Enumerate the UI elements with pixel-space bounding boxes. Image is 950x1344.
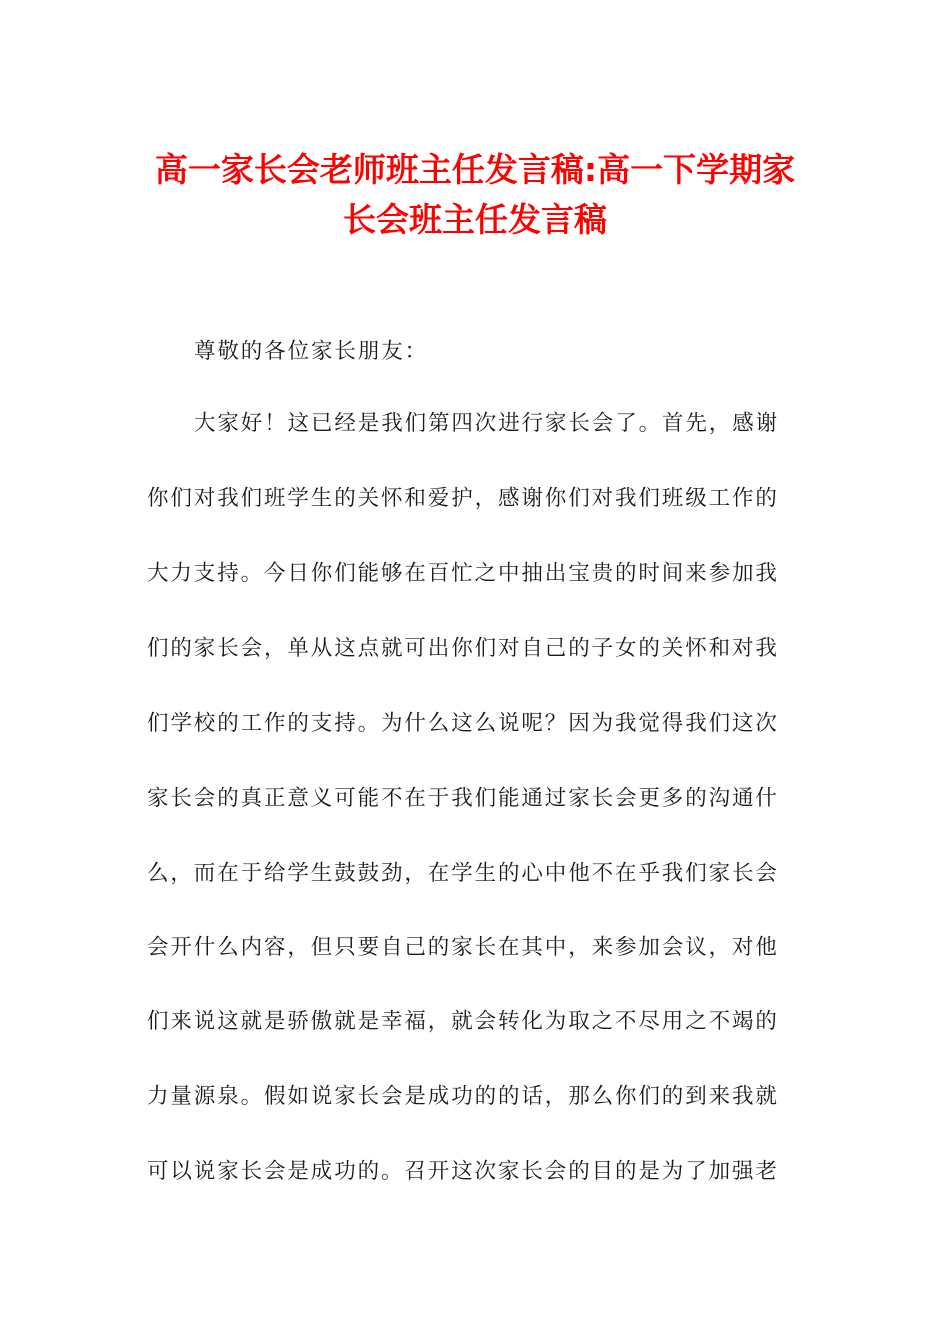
paragraph-line: 会开什么内容，但只要自己的家长在其中，来参加会议，对他 bbox=[147, 935, 779, 960]
paragraph-line: 家长会的真正意义可能不在于我们能通过家长会更多的沟通什 bbox=[147, 786, 779, 811]
paragraph-line: 力量源泉。假如说家长会是成功的的话，那么你们的到来我就 bbox=[147, 1084, 779, 1109]
paragraph-line: 们来说这就是骄傲就是幸福，就会转化为取之不尽用之不竭的 bbox=[147, 1009, 779, 1034]
document-title-line-1: 高一家长会老师班主任发言稿:高一下学期家 bbox=[154, 150, 796, 189]
paragraph-line: 你们对我们班学生的关怀和爱护，感谢你们对我们班级工作的 bbox=[147, 486, 779, 511]
paragraph-line: 可以说家长会是成功的。召开这次家长会的目的是为了加强老 bbox=[147, 1159, 779, 1184]
salutation: 尊敬的各位家长朋友： bbox=[194, 339, 429, 364]
paragraph-line: 大家好！这已经是我们第四次进行家长会了。首先，感谢 bbox=[194, 411, 780, 436]
document-title-line-2: 长会班主任发言稿 bbox=[343, 200, 607, 239]
paragraph-line: 们学校的工作的支持。为什么这么说呢？因为我觉得我们这次 bbox=[147, 711, 779, 736]
paragraph-line: 们的家长会，单从这点就可出你们对自己的子女的关怀和对我 bbox=[147, 636, 779, 661]
paragraph-line: 么，而在于给学生鼓鼓劲，在学生的心中他不在乎我们家长会 bbox=[147, 861, 779, 886]
paragraph-line: 大力支持。今日你们能够在百忙之中抽出宝贵的时间来参加我 bbox=[147, 561, 779, 586]
